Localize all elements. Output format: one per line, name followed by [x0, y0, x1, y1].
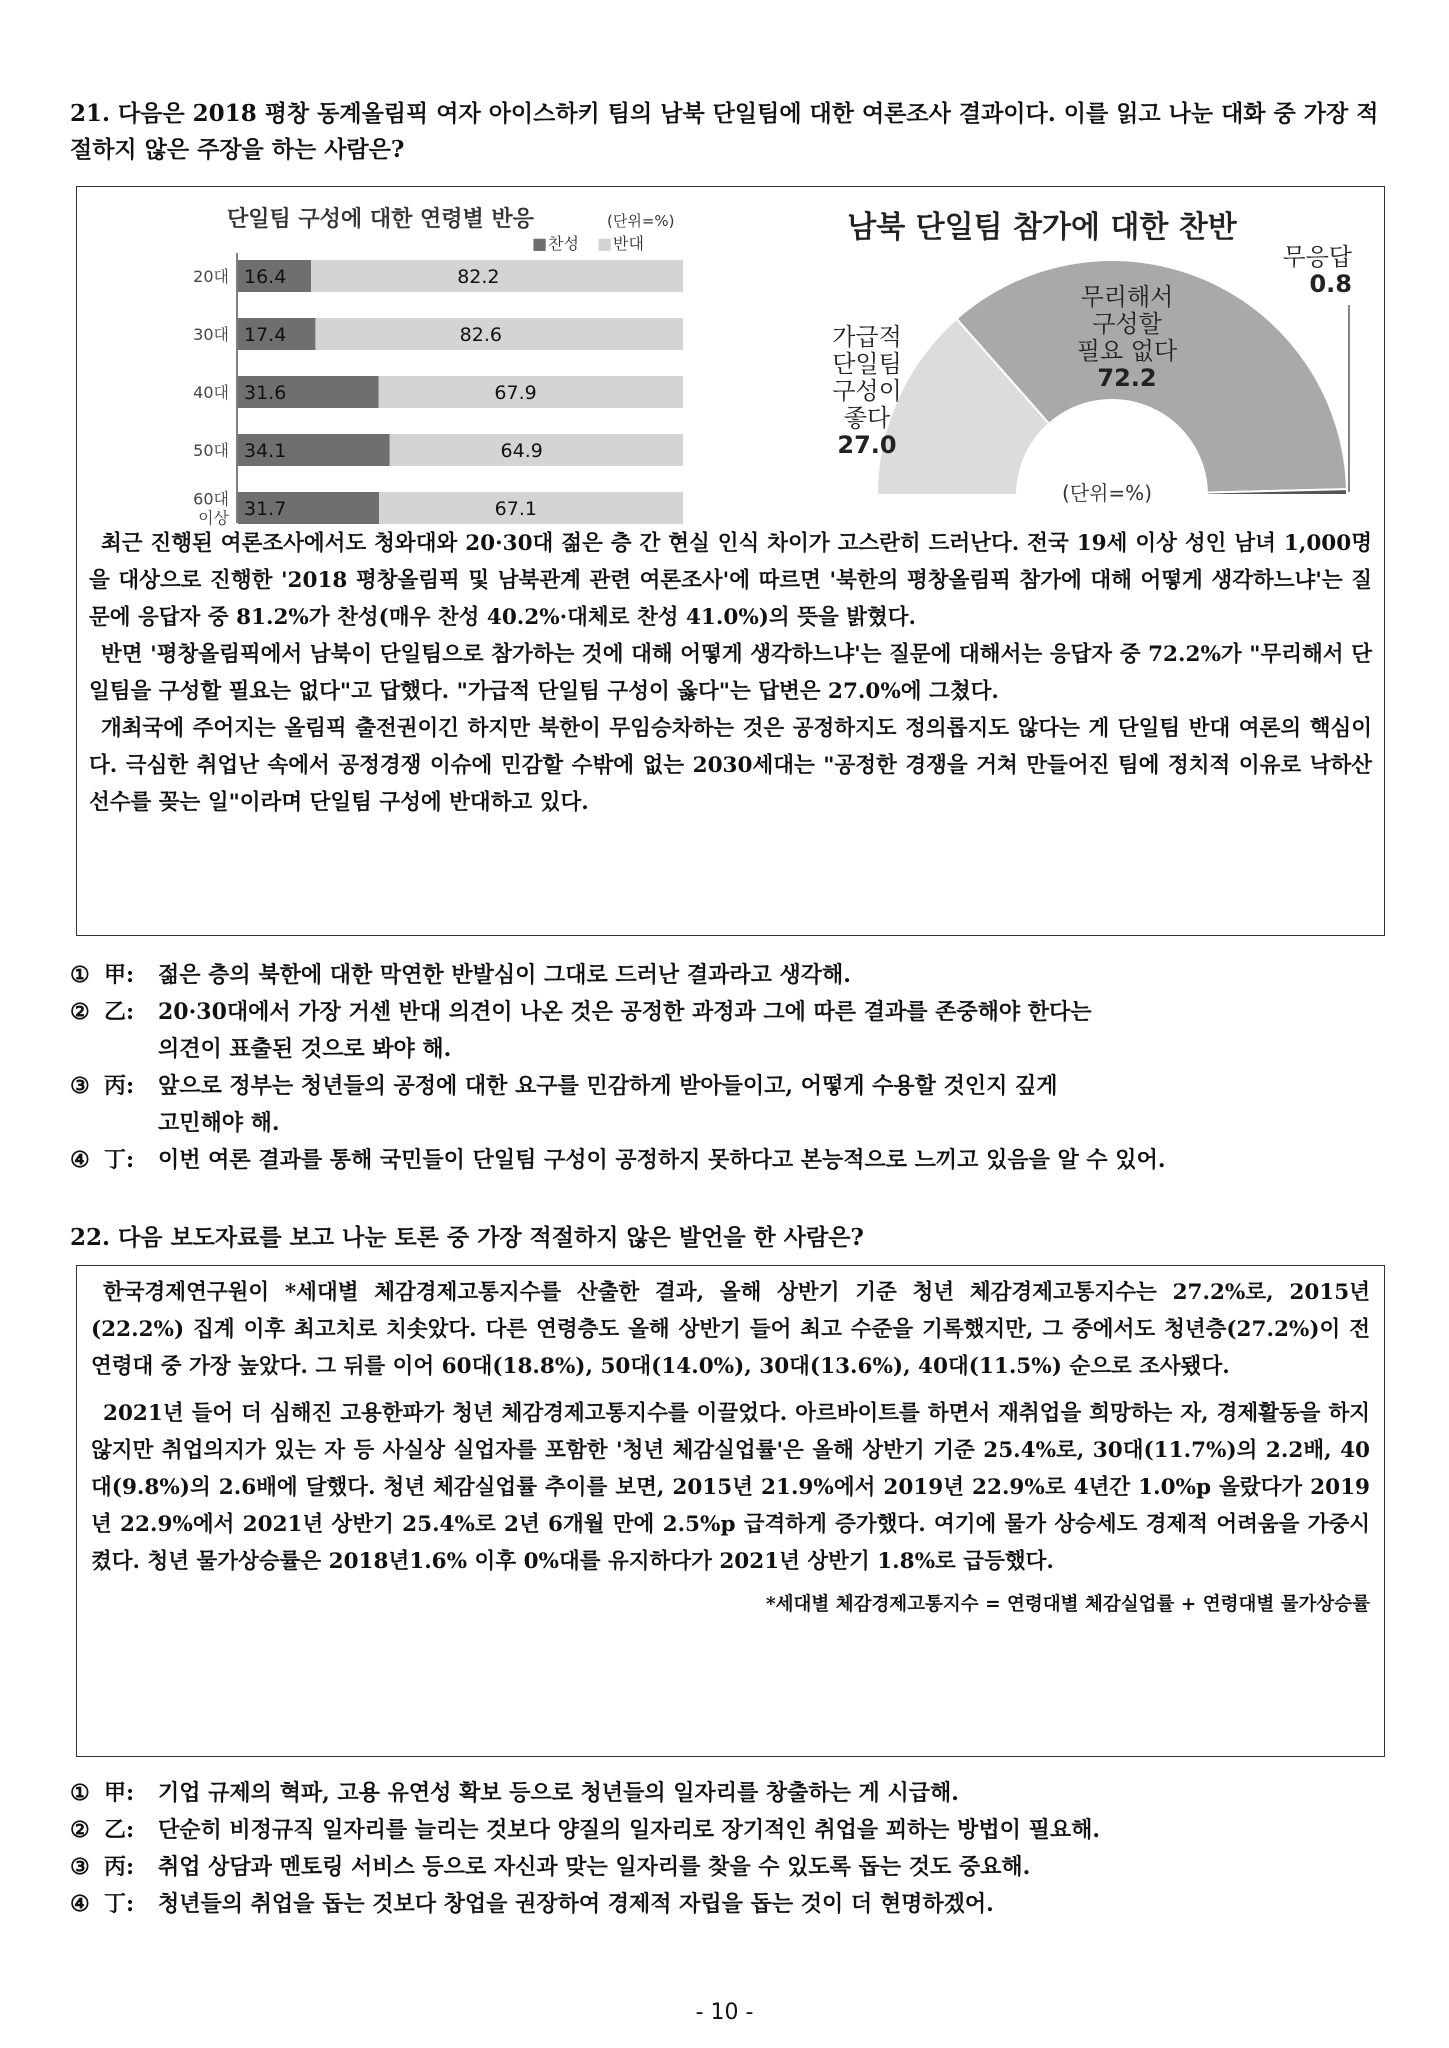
option-number: ③: [70, 1073, 90, 1099]
bar-label-agree: 16.4: [244, 266, 287, 288]
option-text: 단순히 비정규직 일자리를 늘리는 것보다 양질의 일자리로 장기적인 취업을 꾀하는 방법이 필요해.: [158, 1817, 1100, 1843]
option-number: ②: [70, 1817, 90, 1843]
bar-label-oppose: 82.6: [459, 324, 502, 346]
q21-paragraph: 최근 진행된 여론조사에서도 청와대와 20·30대 젊은 층 간 현실 인식 차이가 고스란히 드러난다. 전국 19세 이상 성인 남녀 1,000명을 대상으로 진행한 '2018 평창올림픽 및 남북관계 관련 여론조사'에 따르면 '북한의 평창올림픽 참가에 대해 어떻게 생각하느냐'는 질문에 응답자 중 81.2%가 찬성(매우 찬성 40.2%·대체로 찬성 41.0%)의 뜻을 밝혔다.: [89, 531, 1372, 630]
pie-chart-unit: (단위=%): [1061, 481, 1153, 505]
category-label: 50대: [193, 441, 229, 460]
category-label: 20대: [193, 267, 229, 286]
pie-slice-label: 가급적: [832, 323, 902, 351]
q22-option-4[interactable]: [70, 1886, 1390, 1923]
age-reaction-bar-chart: [137, 193, 697, 533]
option-number: ①: [70, 1780, 90, 1806]
option-number: ③: [70, 1854, 90, 1880]
q21-title: 21. 다음은 2018 평창 동계올림픽 여자 아이스하키 팀의 남북 단일팀에 대한 여론조사 결과이다. 이를 읽고 나눈 대화 중 가장 적절하지 않은 주장을 하는 사람은?: [70, 100, 1379, 163]
option-speaker: 乙:: [104, 1817, 135, 1843]
pie-slice-label: 27.0: [837, 431, 897, 459]
pie-slice-label: 0.8: [1309, 270, 1352, 298]
pie-slice-label: 좋다: [843, 404, 891, 432]
option-speaker: 丁:: [104, 1891, 135, 1917]
option-text: 청년들의 취업을 돕는 것보다 창업을 권장하여 경제적 자립을 돕는 것이 더 현명하겠어.: [158, 1891, 994, 1917]
bar-label-agree: 17.4: [244, 324, 287, 346]
q22-option-2[interactable]: [70, 1812, 1390, 1849]
option-number: ①: [70, 962, 90, 988]
bar-label-oppose: 64.9: [500, 440, 543, 462]
q21-option-1[interactable]: [70, 957, 1390, 994]
pie-slice-label: 무리해서: [1080, 283, 1174, 311]
joint-team-pie-chart: [777, 195, 1377, 525]
option-text: 취업 상담과 멘토링 서비스 등으로 자신과 맞는 일자리를 찾을 수 있도록 돕는 것도 중요해.: [158, 1854, 1031, 1880]
pie-slice-label: 구성이: [832, 377, 902, 405]
q22-paragraph: 2021년 들어 더 심해진 고용한파가 청년 체감경제고통지수를 이끌었다. 아르바이트를 하면서 재취업을 희망하는 자, 경제활동을 하지 않지만 취업의지가 있는 자 등 사실상 실업자를 포함한 '청년 체감실업률'은 올해 상반기 기준 25.4%로, 30대(11.7%)의 2.2배, 40대(9.8%)의 2.6배에 달했다. 청년 체감실업률 추이를 보면, 2015년 21.9%에서 2019년 22.9%로 4년간 1.0%p 올랐다가 2019년 22.9%에서 2021년 상반기 25.4%로 2년 6개월 만에 2.5%p 급격하게 증가했다. 여기에 물가 상승세도 경제적 어려움을 가중시켰다. 청년 물가상승률은 2018년1.6% 이후 0%대를 유지하다가 2021년 상반기 1.8%로 급등했다.: [91, 1401, 1370, 1574]
bar-label-oppose: 67.9: [494, 382, 537, 404]
q21-paragraph: 개최국에 주어지는 올림픽 출전권이긴 하지만 북한이 무임승차하는 것은 공정하지도 정의롭지도 않다는 게 단일팀 반대 여론의 핵심이다. 극심한 취업난 속에서 공정경쟁 이슈에 민감할 수밖에 없는 2030세대는 "공정한 경쟁을 거쳐 만들어진 팀에 정치적 이유로 낙하산 선수를 꽂는 일"이라며 단일팀 구성에 반대하고 있다.: [89, 716, 1372, 815]
option-number: ②: [70, 999, 90, 1025]
pie-slice-label: 단일팀: [832, 350, 902, 378]
q22-footnote: *세대별 체감경제고통지수 = 연령대별 체감실업률 + 연령대별 물가상승률: [765, 1594, 1370, 1615]
option-number: ④: [70, 1891, 90, 1917]
pie-slice-label: 필요 없다: [1076, 337, 1178, 365]
q21-option-4[interactable]: [70, 1142, 1390, 1179]
q21-option-2[interactable]: [70, 994, 1390, 1068]
bar-chart-legend: [532, 234, 644, 253]
pie-slice-label: 72.2: [1097, 364, 1157, 392]
option-text: 20·30대에서 가장 거센 반대 의견이 나온 것은 공정한 과정과 그에 따른 결과를 존중해야 한다는: [158, 999, 1092, 1025]
bar-label-agree: 31.6: [244, 382, 287, 404]
q22-title: 22. 다음 보도자료를 보고 나눈 토론 중 가장 적절하지 않은 발언을 한 사람은?: [70, 1224, 864, 1251]
option-text: 기업 규제의 혁파, 고용 유연성 확보 등으로 청년들의 일자리를 창출하는 게 시급해.: [158, 1780, 959, 1806]
q22-option-3[interactable]: [70, 1849, 1390, 1886]
option-speaker: 丁:: [104, 1147, 135, 1173]
option-speaker: 甲:: [104, 1780, 135, 1806]
q22-press-release-box: [76, 1265, 1385, 1757]
category-label: 이상: [198, 508, 229, 528]
q21-passage-box: [76, 186, 1385, 936]
q21-passage-text: [89, 525, 1372, 821]
q21-option-3[interactable]: [70, 1068, 1390, 1142]
category-label: 40대: [193, 383, 229, 402]
pie-slice-label: 무응답: [1282, 243, 1352, 271]
option-speaker: 丙:: [104, 1073, 135, 1099]
bar-chart-unit: (단위=%): [607, 212, 675, 230]
option-text: 이번 여론 결과를 통해 국민들이 단일팀 구성이 공정하지 못하다고 본능적으로 느끼고 있음을 알 수 있어.: [158, 1147, 1166, 1173]
bar-chart-bars: [238, 260, 683, 524]
category-label: 60대: [193, 489, 229, 509]
bar-label-agree: 34.1: [244, 440, 287, 462]
option-speaker: 乙:: [104, 999, 135, 1025]
legend-label: 반대: [613, 234, 644, 253]
pie-chart-title: 남북 단일팀 참가에 대한 찬반: [847, 210, 1237, 245]
legend-swatch: ■: [597, 234, 613, 253]
bar-chart-title: 단일팀 구성에 대한 연령별 반응: [227, 207, 534, 232]
bar-chart-categories: [193, 267, 229, 528]
bar-label-oppose: 82.2: [457, 266, 500, 288]
category-label: 30대: [193, 325, 229, 344]
option-speaker: 丙:: [104, 1854, 135, 1880]
legend-swatch: ■: [532, 234, 548, 253]
option-number: ④: [70, 1147, 90, 1173]
page-number: - 10 -: [695, 2000, 754, 2025]
option-speaker: 甲:: [104, 962, 135, 988]
option-text: 젊은 층의 북한에 대한 막연한 반발심이 그대로 드러난 결과라고 생각해.: [158, 962, 851, 988]
bar-label-agree: 31.7: [244, 498, 287, 520]
q22-paragraph: 한국경제연구원이 *세대별 체감경제고통지수를 산출한 결과, 올해 상반기 기준 청년 체감경제고통지수는 27.2%로, 2015년(22.2%) 집계 이후 최고치로 치솟았다. 다른 연령층도 올해 상반기 들어 최고 수준을 기록했지만, 그 중에서도 청년층(27.2%)이 전 연령대 중 가장 높았다. 그 뒤를 이어 60대(18.8%), 50대(14.0%), 30대(13.6%), 40대(11.5%) 순으로 조사됐다.: [91, 1280, 1370, 1379]
option-text-continued: 고민해야 해.: [158, 1110, 280, 1136]
option-text-continued: 의견이 표출된 것으로 봐야 해.: [158, 1036, 452, 1062]
bar-label-oppose: 67.1: [494, 498, 537, 520]
q21-paragraph: 반면 '평창올림픽에서 남북이 단일팀으로 참가하는 것에 대해 어떻게 생각하느냐'는 질문에 대해서는 응답자 중 72.2%가 "무리해서 단일팀을 구성할 필요는 없다"고 답했다. "가급적 단일팀 구성이 옳다"는 답변은 27.0%에 그쳤다.: [89, 642, 1372, 704]
pie-slice-label: 구성할: [1092, 310, 1162, 338]
option-text: 앞으로 정부는 청년들의 공정에 대한 요구를 민감하게 받아들이고, 어떻게 수용할 것인지 깊게: [158, 1073, 1058, 1099]
q22-option-1[interactable]: [70, 1775, 1390, 1812]
legend-label: 찬성: [548, 234, 579, 253]
